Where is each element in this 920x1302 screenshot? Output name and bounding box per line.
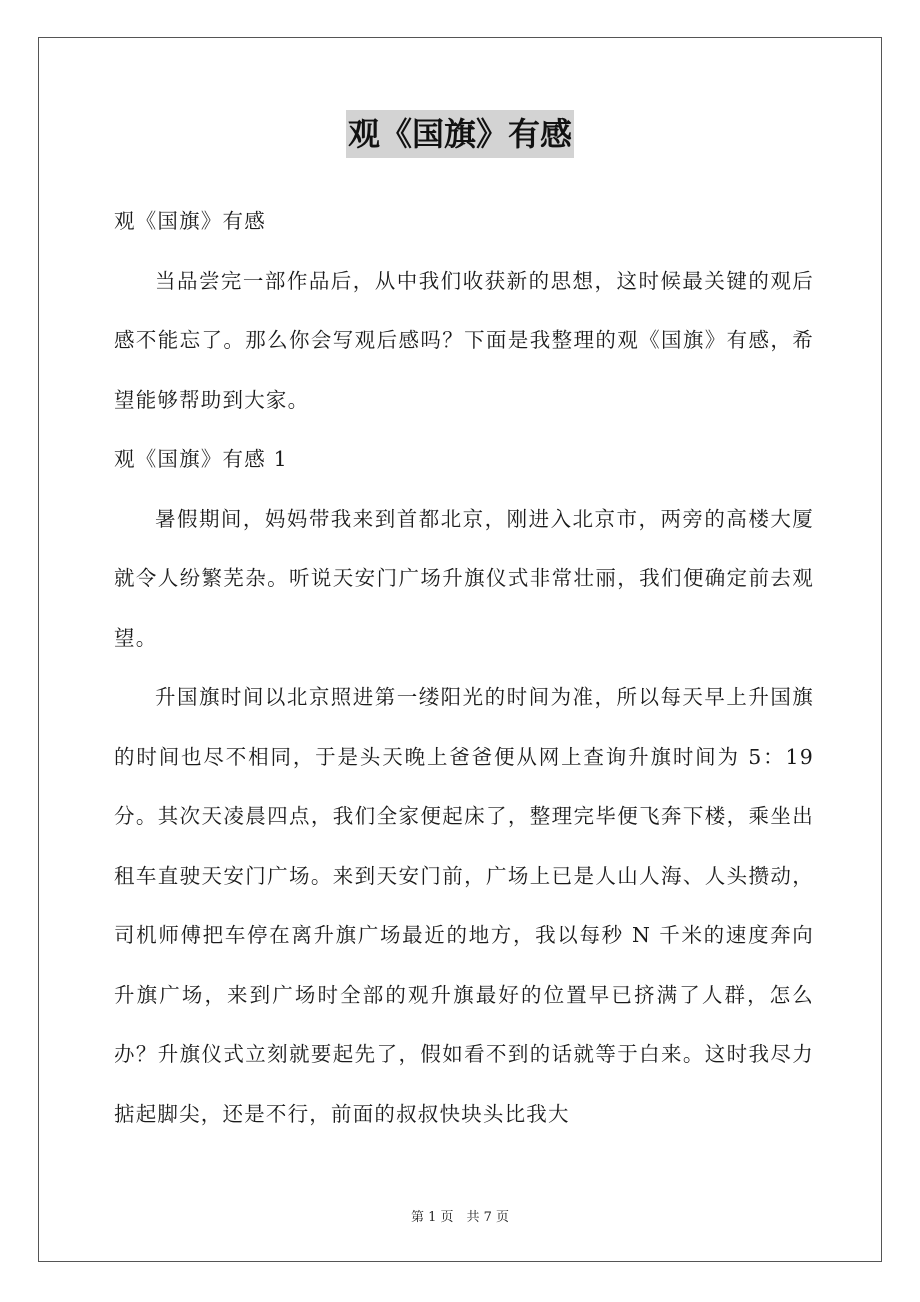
document-body <box>114 192 814 1144</box>
page-footer: 第 1 页 共 7 页 <box>410 1210 510 1225</box>
paragraph-1: 当品尝完一部作品后，从中我们收获新的思想，这时候最关键的观后感不能忘了。那么你会写观后感吗？下面是我整理的观《国旗》有感，希望能够帮助到大家。 <box>114 268 814 412</box>
paragraph-2: 观《国旗》有感 1 <box>114 447 288 471</box>
title-container <box>0 110 920 158</box>
document-title: 观《国旗》有感 <box>346 110 574 158</box>
paragraph-0: 观《国旗》有感 <box>114 209 266 233</box>
paragraph-3: 暑假期间，妈妈带我来到首都北京，刚进入北京市，两旁的高楼大厦就令人纷繁芜杂。听说天安门广场升旗仪式非常壮丽，我们便确定前去观望。 <box>114 506 814 650</box>
paragraph-4: 升国旗时间以北京照进第一缕阳光的时间为准，所以每天早上升国旗的时间也尽不相同，于是头天晚上爸爸便从网上查询升旗时间为 5：19 分。其次天凌晨四点，我们全家便起床了，整理完毕便飞奔下楼，乘坐出租车直驶天安门广场。来到天安门前，广场上已是人山人海、人头攒动，司机师傅把车停在离升旗广场最近的地方，我以每秒 N 千米的速度奔向升旗广场，来到广场时全部的观升旗最好的位置早已挤满了人群，怎么办？升旗仪式立刻就要起先了，假如看不到的话就等于白来。这时我尽力掂起脚尖，还是不行，前面的叔叔快块头比我大 <box>114 685 814 1126</box>
